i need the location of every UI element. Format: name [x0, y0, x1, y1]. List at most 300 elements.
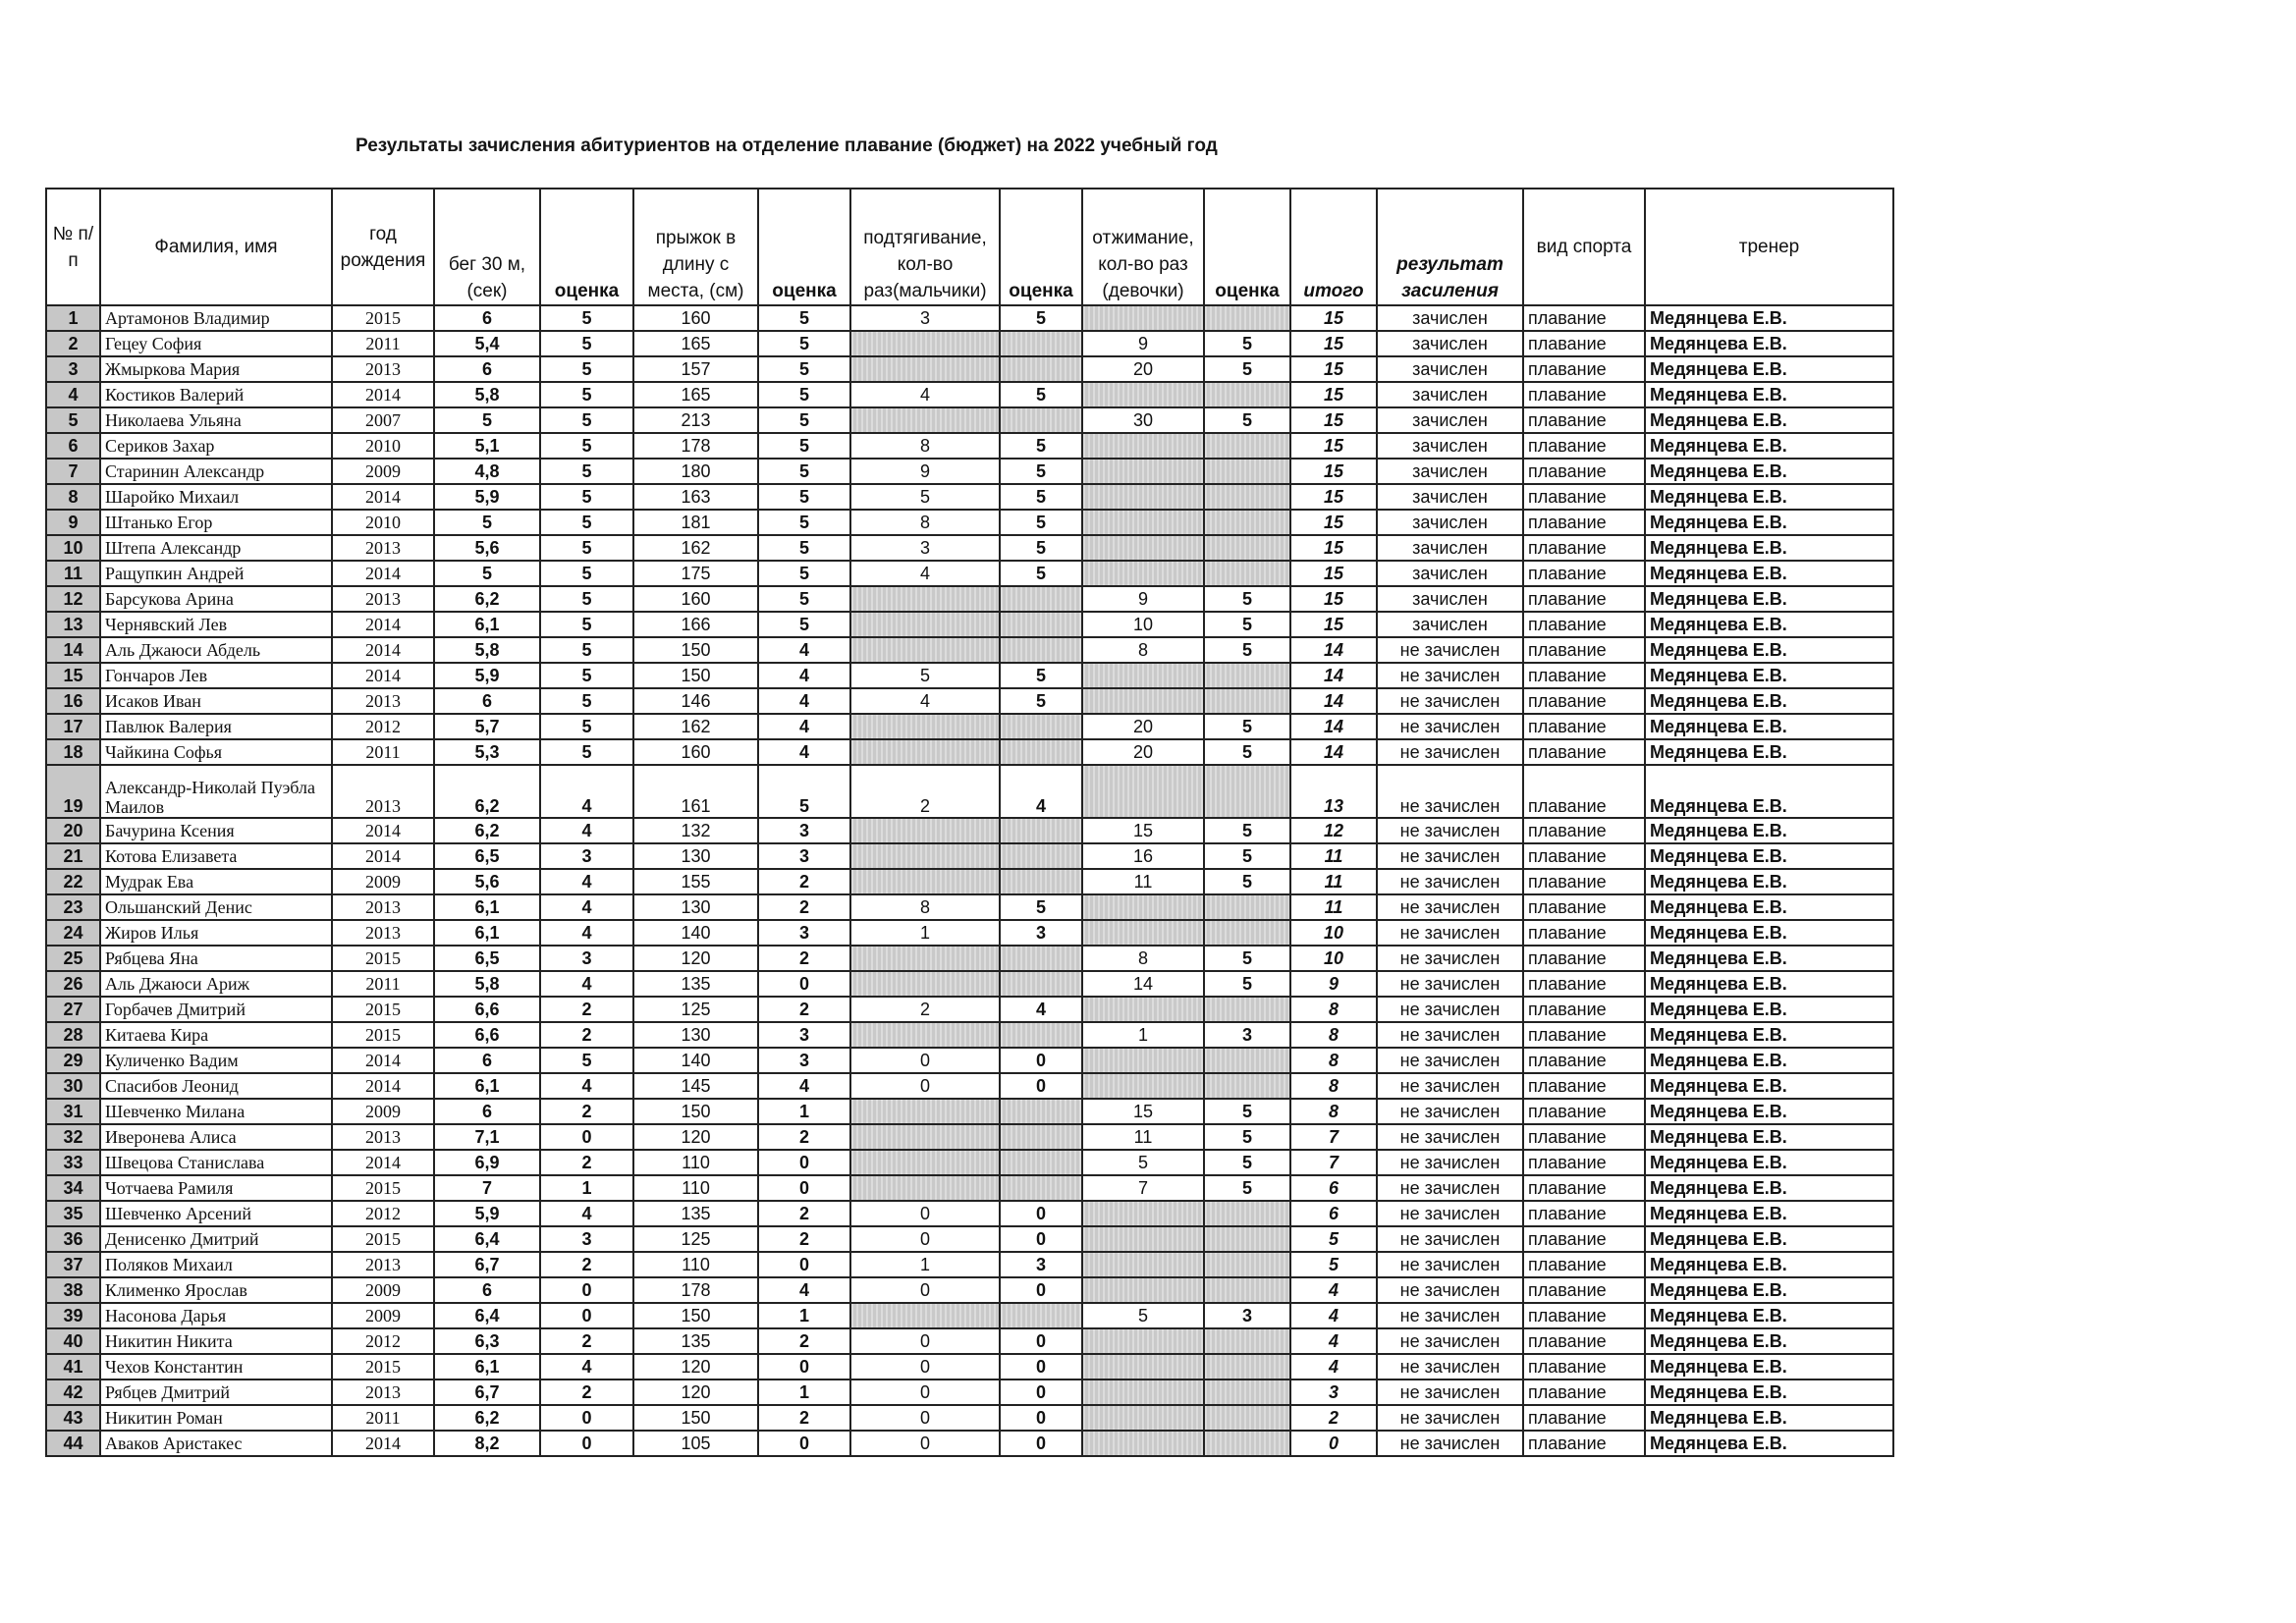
pullups-count: 1 — [850, 920, 1000, 946]
run-grade: 5 — [540, 407, 633, 433]
pushups-grade — [1204, 894, 1290, 920]
table-row — [46, 765, 1893, 818]
run-grade: 0 — [540, 1431, 633, 1456]
run-grade: 2 — [540, 1380, 633, 1405]
run-grade: 2 — [540, 1328, 633, 1354]
row-number: 13 — [46, 612, 100, 637]
sport: плавание — [1523, 1431, 1645, 1456]
run-grade: 5 — [540, 1048, 633, 1073]
total-score: 14 — [1290, 663, 1377, 688]
student-name: Мудрак Ева — [100, 869, 332, 894]
jump-length: 163 — [633, 484, 758, 510]
jump-grade: 4 — [758, 714, 850, 739]
pullups-grade — [1000, 1303, 1082, 1328]
pushups-count — [1082, 1226, 1204, 1252]
jump-grade: 5 — [758, 484, 850, 510]
table-row — [46, 331, 1893, 356]
pullups-grade — [1000, 869, 1082, 894]
total-score: 0 — [1290, 1431, 1377, 1456]
pullups-count — [850, 1150, 1000, 1175]
total-score: 15 — [1290, 331, 1377, 356]
coach: Медянцева Е.В. — [1645, 1252, 1893, 1277]
pushups-count: 9 — [1082, 586, 1204, 612]
run-time: 6,1 — [434, 1354, 540, 1380]
pushups-count — [1082, 1277, 1204, 1303]
pullups-count: 4 — [850, 382, 1000, 407]
enrollment-result: зачислен — [1377, 535, 1523, 561]
jump-length: 132 — [633, 818, 758, 843]
run-grade: 4 — [540, 869, 633, 894]
pushups-grade — [1204, 510, 1290, 535]
coach: Медянцева Е.В. — [1645, 688, 1893, 714]
jump-length: 150 — [633, 637, 758, 663]
run-grade: 4 — [540, 1073, 633, 1099]
pullups-count: 0 — [850, 1073, 1000, 1099]
total-score: 15 — [1290, 535, 1377, 561]
pushups-grade: 5 — [1204, 971, 1290, 997]
pullups-grade — [1000, 331, 1082, 356]
run-grade: 2 — [540, 1150, 633, 1175]
jump-grade: 4 — [758, 637, 850, 663]
run-time: 6,2 — [434, 765, 540, 818]
pushups-grade: 5 — [1204, 818, 1290, 843]
run-grade: 5 — [540, 382, 633, 407]
coach: Медянцева Е.В. — [1645, 1380, 1893, 1405]
sport: плавание — [1523, 356, 1645, 382]
sport: плавание — [1523, 1277, 1645, 1303]
run-grade: 5 — [540, 612, 633, 637]
run-grade: 4 — [540, 920, 633, 946]
pushups-count — [1082, 484, 1204, 510]
pushups-grade: 5 — [1204, 612, 1290, 637]
student-name: Рябцев Дмитрий — [100, 1380, 332, 1405]
run-time: 6 — [434, 305, 540, 331]
pullups-grade: 5 — [1000, 510, 1082, 535]
birth-year: 2015 — [332, 946, 434, 971]
pullups-grade: 5 — [1000, 382, 1082, 407]
pushups-grade — [1204, 920, 1290, 946]
birth-year: 2009 — [332, 869, 434, 894]
student-name: Рябцева Яна — [100, 946, 332, 971]
jump-length: 120 — [633, 1354, 758, 1380]
pushups-count — [1082, 1405, 1204, 1431]
student-name: Спасибов Леонид — [100, 1073, 332, 1099]
pullups-grade: 5 — [1000, 688, 1082, 714]
sport: плавание — [1523, 869, 1645, 894]
enrollment-result: не зачислен — [1377, 1150, 1523, 1175]
birth-year: 2014 — [332, 1431, 434, 1456]
table-row — [46, 407, 1893, 433]
pullups-grade — [1000, 971, 1082, 997]
coach: Медянцева Е.В. — [1645, 510, 1893, 535]
jump-length: 178 — [633, 433, 758, 459]
row-number: 18 — [46, 739, 100, 765]
pullups-count: 0 — [850, 1328, 1000, 1354]
pushups-grade: 5 — [1204, 1150, 1290, 1175]
total-score: 11 — [1290, 843, 1377, 869]
table-row — [46, 1048, 1893, 1073]
total-score: 2 — [1290, 1405, 1377, 1431]
pullups-count: 0 — [850, 1354, 1000, 1380]
student-name: Аваков Аристакес — [100, 1431, 332, 1456]
pushups-grade — [1204, 1073, 1290, 1099]
sport: плавание — [1523, 843, 1645, 869]
total-score: 9 — [1290, 971, 1377, 997]
row-number: 41 — [46, 1354, 100, 1380]
total-score: 11 — [1290, 894, 1377, 920]
pushups-grade — [1204, 433, 1290, 459]
pushups-count — [1082, 459, 1204, 484]
pullups-count: 3 — [850, 305, 1000, 331]
pullups-count — [850, 1099, 1000, 1124]
total-score: 4 — [1290, 1328, 1377, 1354]
student-name: Шаройко Михаил — [100, 484, 332, 510]
pullups-count: 8 — [850, 894, 1000, 920]
row-number: 30 — [46, 1073, 100, 1099]
jump-length: 162 — [633, 714, 758, 739]
birth-year: 2014 — [332, 637, 434, 663]
coach: Медянцева Е.В. — [1645, 561, 1893, 586]
pushups-grade: 5 — [1204, 843, 1290, 869]
coach: Медянцева Е.В. — [1645, 484, 1893, 510]
row-number: 38 — [46, 1277, 100, 1303]
table-row — [46, 1405, 1893, 1431]
table-row — [46, 1354, 1893, 1380]
pullups-count: 4 — [850, 561, 1000, 586]
pushups-grade — [1204, 765, 1290, 818]
sport: плавание — [1523, 1354, 1645, 1380]
coach: Медянцева Е.В. — [1645, 1328, 1893, 1354]
pushups-grade — [1204, 1328, 1290, 1354]
pullups-count: 0 — [850, 1380, 1000, 1405]
enrollment-result: зачислен — [1377, 612, 1523, 637]
run-grade: 5 — [540, 459, 633, 484]
row-number: 5 — [46, 407, 100, 433]
row-number: 29 — [46, 1048, 100, 1073]
birth-year: 2014 — [332, 382, 434, 407]
student-name: Куличенко Вадим — [100, 1048, 332, 1073]
run-time: 6,1 — [434, 1073, 540, 1099]
run-grade: 4 — [540, 971, 633, 997]
coach: Медянцева Е.В. — [1645, 1431, 1893, 1456]
run-grade: 2 — [540, 1099, 633, 1124]
pushups-count — [1082, 1048, 1204, 1073]
coach: Медянцева Е.В. — [1645, 407, 1893, 433]
run-grade: 5 — [540, 561, 633, 586]
run-time: 6,1 — [434, 920, 540, 946]
birth-year: 2012 — [332, 714, 434, 739]
coach: Медянцева Е.В. — [1645, 1022, 1893, 1048]
jump-length: 145 — [633, 1073, 758, 1099]
jump-grade: 5 — [758, 382, 850, 407]
student-name: Китаева Кира — [100, 1022, 332, 1048]
row-number: 4 — [46, 382, 100, 407]
table-row — [46, 1303, 1893, 1328]
jump-length: 150 — [633, 1303, 758, 1328]
enrollment-result: не зачислен — [1377, 1405, 1523, 1431]
row-number: 42 — [46, 1380, 100, 1405]
row-number: 43 — [46, 1405, 100, 1431]
pushups-count — [1082, 510, 1204, 535]
run-time: 5 — [434, 407, 540, 433]
jump-length: 175 — [633, 561, 758, 586]
row-number: 40 — [46, 1328, 100, 1354]
enrollment-result: не зачислен — [1377, 869, 1523, 894]
pushups-count: 20 — [1082, 739, 1204, 765]
pushups-count: 11 — [1082, 869, 1204, 894]
sport: плавание — [1523, 894, 1645, 920]
sport: плавание — [1523, 407, 1645, 433]
coach: Медянцева Е.В. — [1645, 997, 1893, 1022]
row-number: 11 — [46, 561, 100, 586]
run-time: 4,8 — [434, 459, 540, 484]
birth-year: 2013 — [332, 356, 434, 382]
total-score: 5 — [1290, 1252, 1377, 1277]
enrollment-result: не зачислен — [1377, 1048, 1523, 1073]
jump-grade: 5 — [758, 356, 850, 382]
jump-length: 155 — [633, 869, 758, 894]
table-row — [46, 663, 1893, 688]
enrollment-result: зачислен — [1377, 586, 1523, 612]
table-row — [46, 561, 1893, 586]
pushups-count: 7 — [1082, 1175, 1204, 1201]
coach: Медянцева Е.В. — [1645, 1150, 1893, 1175]
run-grade: 4 — [540, 818, 633, 843]
total-score: 15 — [1290, 356, 1377, 382]
pushups-grade: 3 — [1204, 1022, 1290, 1048]
pushups-grade — [1204, 561, 1290, 586]
pullups-count: 0 — [850, 1226, 1000, 1252]
table-row — [46, 586, 1893, 612]
row-number: 31 — [46, 1099, 100, 1124]
student-name: Чайкина Софья — [100, 739, 332, 765]
student-name: Шевченко Арсений — [100, 1201, 332, 1226]
enrollment-result: не зачислен — [1377, 894, 1523, 920]
table-row — [46, 971, 1893, 997]
pullups-grade — [1000, 739, 1082, 765]
student-name: Аль Джаюси Ариж — [100, 971, 332, 997]
total-score: 10 — [1290, 946, 1377, 971]
pushups-count — [1082, 1328, 1204, 1354]
birth-year: 2007 — [332, 407, 434, 433]
run-grade: 5 — [540, 688, 633, 714]
sport: плавание — [1523, 331, 1645, 356]
total-score: 15 — [1290, 561, 1377, 586]
student-name: Старинин Александр — [100, 459, 332, 484]
pushups-count — [1082, 1073, 1204, 1099]
row-number: 2 — [46, 331, 100, 356]
enrollment-result: не зачислен — [1377, 920, 1523, 946]
row-number: 6 — [46, 433, 100, 459]
total-score: 8 — [1290, 1099, 1377, 1124]
pushups-count: 10 — [1082, 612, 1204, 637]
jump-length: 160 — [633, 305, 758, 331]
run-grade: 2 — [540, 997, 633, 1022]
pullups-count: 5 — [850, 484, 1000, 510]
jump-grade: 5 — [758, 535, 850, 561]
total-score: 8 — [1290, 1073, 1377, 1099]
jump-grade: 3 — [758, 1022, 850, 1048]
pushups-count: 11 — [1082, 1124, 1204, 1150]
pushups-grade — [1204, 1380, 1290, 1405]
header-name: Фамилия, имя — [100, 189, 332, 305]
pullups-grade — [1000, 1150, 1082, 1175]
sport: плавание — [1523, 688, 1645, 714]
jump-length: 140 — [633, 920, 758, 946]
document-title: Результаты зачисления абитуриентов на отделение плавание (бюджет) на 2022 учебный год — [355, 135, 1218, 156]
jump-length: 181 — [633, 510, 758, 535]
enrollment-result: не зачислен — [1377, 971, 1523, 997]
total-score: 14 — [1290, 688, 1377, 714]
run-time: 5,6 — [434, 535, 540, 561]
pushups-grade: 5 — [1204, 356, 1290, 382]
coach: Медянцева Е.В. — [1645, 765, 1893, 818]
jump-length: 110 — [633, 1150, 758, 1175]
pushups-grade — [1204, 688, 1290, 714]
row-number: 34 — [46, 1175, 100, 1201]
sport: плавание — [1523, 1175, 1645, 1201]
student-name: Костиков Валерий — [100, 382, 332, 407]
coach: Медянцева Е.В. — [1645, 535, 1893, 561]
table-row — [46, 510, 1893, 535]
jump-grade: 3 — [758, 818, 850, 843]
run-grade: 5 — [540, 305, 633, 331]
pullups-grade — [1000, 1175, 1082, 1201]
sport: плавание — [1523, 765, 1645, 818]
pushups-count — [1082, 433, 1204, 459]
run-grade: 5 — [540, 356, 633, 382]
pullups-count: 9 — [850, 459, 1000, 484]
pullups-count: 0 — [850, 1277, 1000, 1303]
run-time: 6,2 — [434, 1405, 540, 1431]
run-time: 6,2 — [434, 818, 540, 843]
student-name: Горбачев Дмитрий — [100, 997, 332, 1022]
coach: Медянцева Е.В. — [1645, 433, 1893, 459]
sport: плавание — [1523, 663, 1645, 688]
table-row — [46, 818, 1893, 843]
birth-year: 2011 — [332, 1405, 434, 1431]
sport: плавание — [1523, 561, 1645, 586]
row-number: 17 — [46, 714, 100, 739]
run-time: 6 — [434, 1277, 540, 1303]
pullups-count — [850, 637, 1000, 663]
total-score: 6 — [1290, 1201, 1377, 1226]
run-time: 5,8 — [434, 382, 540, 407]
table-row — [46, 1073, 1893, 1099]
run-grade: 4 — [540, 894, 633, 920]
sport: плавание — [1523, 535, 1645, 561]
jump-grade: 2 — [758, 997, 850, 1022]
enrollment-result: зачислен — [1377, 561, 1523, 586]
jump-length: 160 — [633, 739, 758, 765]
coach: Медянцева Е.В. — [1645, 586, 1893, 612]
pullups-count — [850, 869, 1000, 894]
total-score: 15 — [1290, 382, 1377, 407]
pullups-count — [850, 843, 1000, 869]
coach: Медянцева Е.В. — [1645, 946, 1893, 971]
pushups-grade — [1204, 1226, 1290, 1252]
coach: Медянцева Е.В. — [1645, 305, 1893, 331]
total-score: 5 — [1290, 1226, 1377, 1252]
pullups-grade: 4 — [1000, 997, 1082, 1022]
student-name: Барсукова Арина — [100, 586, 332, 612]
jump-grade: 2 — [758, 1124, 850, 1150]
jump-grade: 2 — [758, 894, 850, 920]
pullups-count — [850, 1303, 1000, 1328]
coach: Медянцева Е.В. — [1645, 1201, 1893, 1226]
pushups-grade — [1204, 663, 1290, 688]
total-score: 13 — [1290, 765, 1377, 818]
enrollment-result: не зачислен — [1377, 1431, 1523, 1456]
total-score: 8 — [1290, 1022, 1377, 1048]
pullups-count — [850, 407, 1000, 433]
run-time: 6,5 — [434, 946, 540, 971]
run-grade: 4 — [540, 765, 633, 818]
row-number: 23 — [46, 894, 100, 920]
jump-length: 160 — [633, 586, 758, 612]
table-row — [46, 1252, 1893, 1277]
coach: Медянцева Е.В. — [1645, 1048, 1893, 1073]
pushups-grade: 5 — [1204, 739, 1290, 765]
jump-grade: 4 — [758, 688, 850, 714]
sport: плавание — [1523, 1099, 1645, 1124]
jump-length: 125 — [633, 1226, 758, 1252]
enrollment-result: не зачислен — [1377, 637, 1523, 663]
total-score: 7 — [1290, 1124, 1377, 1150]
jump-length: 105 — [633, 1431, 758, 1456]
pullups-grade — [1000, 637, 1082, 663]
pushups-grade: 5 — [1204, 1124, 1290, 1150]
pullups-grade: 0 — [1000, 1201, 1082, 1226]
sport: плавание — [1523, 1380, 1645, 1405]
coach: Медянцева Е.В. — [1645, 818, 1893, 843]
total-score: 15 — [1290, 459, 1377, 484]
pullups-count: 4 — [850, 688, 1000, 714]
coach: Медянцева Е.В. — [1645, 382, 1893, 407]
sport: плавание — [1523, 997, 1645, 1022]
sport: плавание — [1523, 920, 1645, 946]
student-name: Артамонов Владимир — [100, 305, 332, 331]
pushups-grade — [1204, 459, 1290, 484]
run-time: 7,1 — [434, 1124, 540, 1150]
enrollment-result: зачислен — [1377, 510, 1523, 535]
pullups-grade: 0 — [1000, 1380, 1082, 1405]
sport: плавание — [1523, 1073, 1645, 1099]
pullups-count — [850, 586, 1000, 612]
header-result: результат засиления — [1377, 189, 1523, 305]
jump-grade: 4 — [758, 739, 850, 765]
birth-year: 2013 — [332, 1124, 434, 1150]
total-score: 15 — [1290, 484, 1377, 510]
birth-year: 2014 — [332, 843, 434, 869]
coach: Медянцева Е.В. — [1645, 356, 1893, 382]
table-row — [46, 484, 1893, 510]
student-name: Жиров Илья — [100, 920, 332, 946]
coach: Медянцева Е.В. — [1645, 1405, 1893, 1431]
run-time: 6,7 — [434, 1252, 540, 1277]
row-number: 24 — [46, 920, 100, 946]
sport: плавание — [1523, 305, 1645, 331]
run-time: 6,4 — [434, 1226, 540, 1252]
enrollment-result: зачислен — [1377, 484, 1523, 510]
birth-year: 2015 — [332, 997, 434, 1022]
jump-grade: 1 — [758, 1380, 850, 1405]
pushups-count — [1082, 535, 1204, 561]
pushups-count: 9 — [1082, 331, 1204, 356]
row-number: 12 — [46, 586, 100, 612]
sport: плавание — [1523, 586, 1645, 612]
student-name: Штанько Егор — [100, 510, 332, 535]
